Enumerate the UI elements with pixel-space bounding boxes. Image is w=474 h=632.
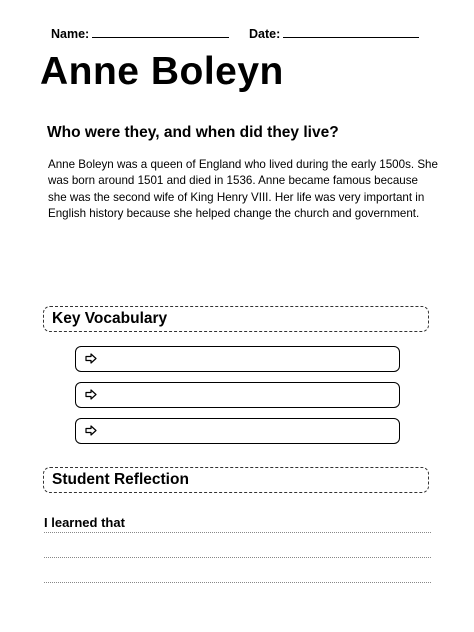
key-vocabulary-heading bbox=[43, 306, 429, 332]
right-arrow-icon bbox=[85, 425, 97, 436]
reflection-prompt: I learned that bbox=[44, 515, 125, 530]
student-reflection-label: Student Reflection bbox=[52, 471, 189, 488]
student-reflection-heading bbox=[43, 467, 429, 493]
intro-paragraph: Anne Boleyn was a queen of England who lived during the early 1500s. She was born around 1501 and died in 1536. Anne became famous because she was the second wife of King Henry VIII. Her life was very important in English history because she helped change the church and government. bbox=[48, 158, 438, 221]
name-blank-line[interactable] bbox=[92, 26, 229, 38]
page-title: Anne Boleyn bbox=[40, 50, 284, 93]
vocab-entry-1[interactable] bbox=[75, 346, 400, 372]
vocab-entry-3[interactable] bbox=[75, 418, 400, 444]
writing-line-3[interactable] bbox=[44, 582, 431, 583]
key-vocabulary-label: Key Vocabulary bbox=[52, 310, 168, 327]
writing-line-1[interactable] bbox=[44, 532, 431, 533]
date-field[interactable] bbox=[249, 26, 419, 41]
right-arrow-icon bbox=[85, 389, 97, 400]
date-label: Date: bbox=[249, 27, 281, 41]
vocab-entry-2[interactable] bbox=[75, 382, 400, 408]
date-blank-line[interactable] bbox=[283, 26, 419, 38]
right-arrow-icon bbox=[85, 353, 97, 364]
name-field[interactable] bbox=[51, 26, 229, 41]
writing-line-2[interactable] bbox=[44, 557, 431, 558]
name-label: Name: bbox=[51, 27, 90, 41]
section-question: Who were they, and when did they live? bbox=[47, 124, 339, 141]
worksheet-header bbox=[51, 26, 424, 40]
